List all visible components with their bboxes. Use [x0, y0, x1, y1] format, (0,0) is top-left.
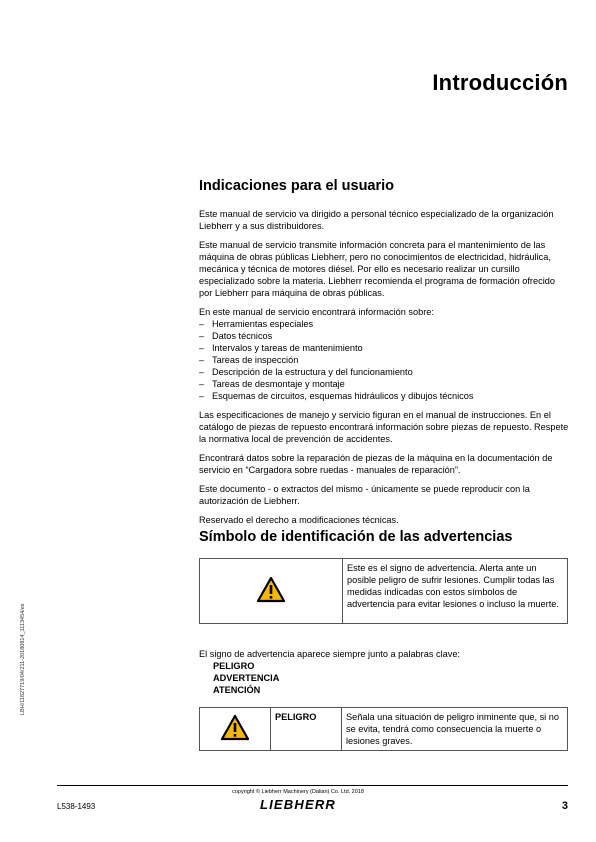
signal-words — [199, 648, 460, 696]
page-number: 3 — [561, 800, 568, 812]
danger-icon-cell — [200, 708, 271, 751]
signal-words-intro: El signo de advertencia aparece siempre junto a palabras clave: — [199, 649, 460, 659]
danger-label: PELIGRO — [271, 708, 342, 751]
warning-triangle-icon — [256, 576, 286, 603]
danger-text: Señala una situación de peligro inminente que, si no se evita, tendrá como consecuencia la muerte o lesiones graves. — [342, 708, 568, 751]
document-code: L538-1493 — [57, 802, 96, 811]
paragraph: Este documento - o extractos del mismo - únicamente se puede reproducir con la autorización de Liebherr. — [199, 484, 530, 506]
warning-symbol-box — [199, 558, 568, 624]
side-document-code: LBH/11827719/04/211-20180814_1113454/es — [20, 603, 26, 715]
list-item: – Esquemas de circuitos, esquemas hidráulicos y dibujos técnicos — [199, 390, 569, 402]
copyright-notice: copyright © Liebherr Machinery (Dalian) Co. Ltd. 2018 — [232, 789, 364, 795]
footer-divider — [57, 785, 568, 786]
danger-box — [199, 707, 568, 751]
signal-word-danger: PELIGRO — [213, 661, 255, 671]
list-item: – Tareas de desmontaje y montaje — [199, 378, 569, 390]
list-item: – Descripción de la estructura y del funcionamiento — [199, 366, 569, 378]
paragraph: Encontrará datos sobre la reparación de piezas de la máquina en la documentación de servicio en “Cargadora sobre ruedas - manuales de reparación”. — [199, 453, 553, 475]
warning-icon-cell — [200, 559, 343, 624]
section-heading-user-notes: Indicaciones para el usuario — [199, 178, 395, 194]
paragraph: Las especificaciones de manejo y servicio figuran en el manual de instrucciones. En el catálogo de piezas de repuesto encontrará información sobre piezas de repuesto. Respete la normativa local de prevención de accidentes. — [199, 410, 569, 444]
user-notes-body — [199, 208, 569, 533]
page-title: Introducción — [432, 70, 568, 95]
brand-logo: LIEBHERR — [259, 797, 337, 812]
paragraph: Este manual de servicio transmite información concreta para el mantenimiento de las máquina de obras públicas Liebherr, pero no conocimientos de electricidad, hidráulica, mecánica y técnica de motores diésel. Por ello es necesario realizar un cursillo especializado sobre la materia. Liebherr recomienda el programa de formación ofrecido por Liebherr para máquina de obras públicas. — [199, 240, 555, 298]
section-heading-warning-symbols: Símbolo de identificación de las advertencias — [199, 529, 513, 545]
paragraph: En este manual de servicio encontrará información sobre: — [199, 307, 434, 317]
paragraph: Reservado el derecho a modificaciones técnicas. — [199, 515, 399, 525]
warning-triangle-icon — [220, 714, 250, 741]
topics-list — [199, 318, 569, 402]
signal-word-warning: ADVERTENCIA — [213, 673, 280, 683]
signal-word-caution: ATENCIÓN — [213, 685, 261, 695]
list-item: – Datos técnicos — [199, 330, 569, 342]
paragraph: Este manual de servicio va dirigido a personal técnico especializado de la organización Liebherr y a sus distribuidores. — [199, 209, 554, 231]
list-item: – Intervalos y tareas de mantenimiento — [199, 342, 569, 354]
list-item: – Herramientas especiales — [199, 318, 569, 330]
warning-symbol-text: Este es el signo de advertencia. Alerta ante un posible peligro de sufrir lesiones. Cumplir todas las medidas indicadas con estos símbolos de advertencia para evitar lesiones o incluso la muerte. — [343, 559, 568, 624]
list-item: – Tareas de inspección — [199, 354, 569, 366]
